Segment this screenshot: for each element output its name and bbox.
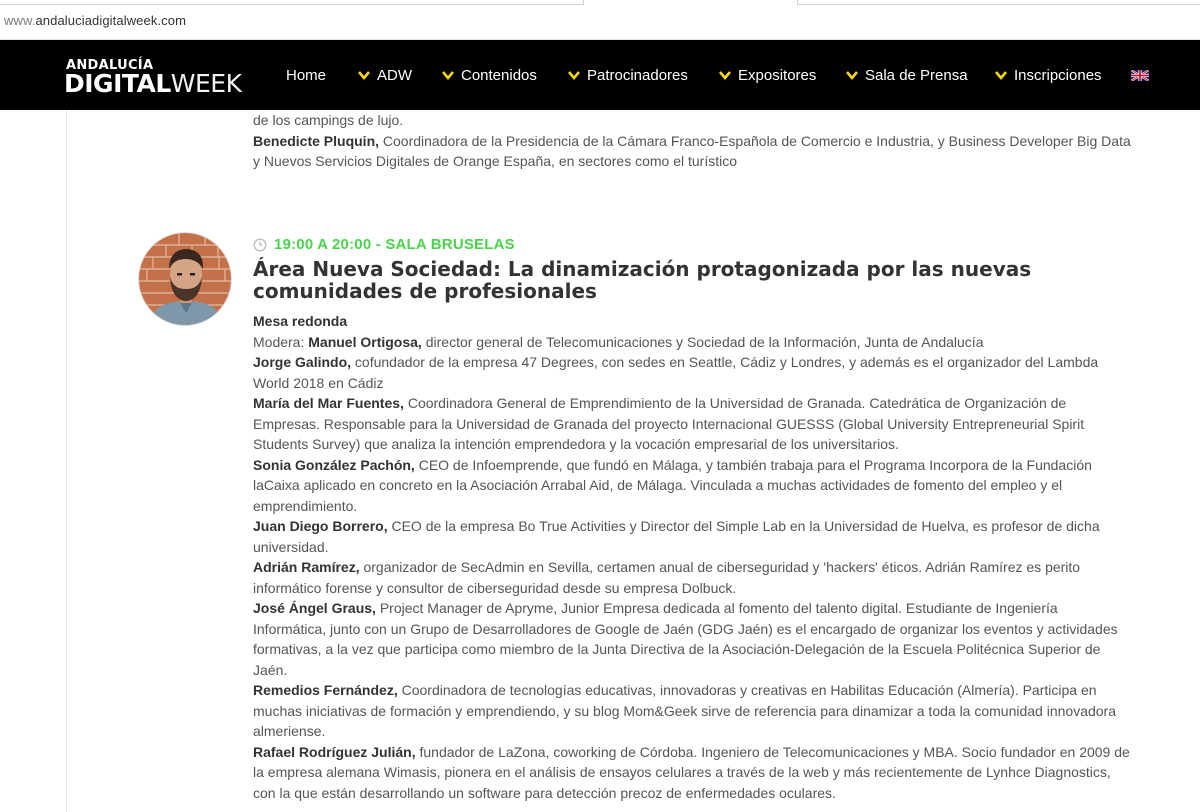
speaker-entry bbox=[253, 131, 1133, 172]
logo-week: WEEK bbox=[170, 69, 242, 98]
nav-item-label: Patrocinadores bbox=[587, 67, 688, 84]
moderator-prefix: Modera: bbox=[253, 333, 309, 350]
speaker-description: cofundador de la empresa 47 Degrees, con sedes en Seattle, Cádiz y Londres, y además es el organizador del Lambda World 2018 en Cádiz bbox=[253, 354, 1099, 391]
speaker-entry bbox=[253, 598, 1133, 680]
speaker-name: Sonia González Pachón, bbox=[253, 456, 415, 473]
chevron-down-icon bbox=[995, 69, 1007, 81]
speaker-entry bbox=[253, 516, 1133, 557]
speaker-photo bbox=[139, 233, 232, 326]
url-field[interactable] bbox=[4, 13, 186, 28]
chevron-down-icon bbox=[719, 69, 731, 81]
logo-digital: DIGITAL bbox=[64, 69, 171, 98]
speaker-name: Jorge Galindo, bbox=[253, 354, 352, 370]
speaker-name: Rafael Rodríguez Julián, bbox=[253, 743, 416, 760]
clock-icon bbox=[253, 238, 267, 252]
speaker-entry bbox=[253, 455, 1133, 517]
speaker-description: Project Manager de Apryme, Junior Empresa dedicada al fomento del talento digital. Estudiante de Ingeniería Informática, junto con un Grupo de Desarrolladores de Google de Jaén (GDG Jaén) es el encargado de organizar los eventos y actividades formativas, a la vez que participa como miembro de la Junta Directiva de la Asociación-Delegación de la Escuela Politécnica Superior de Jaén. bbox=[253, 600, 1118, 678]
speaker-entry bbox=[253, 352, 1133, 393]
speaker-description: CEO de la empresa Bo True Activities y Director del Simple Lab en la Universidad de Huelva, es profesor de dicha universidad. bbox=[253, 518, 1100, 555]
chevron-down-icon bbox=[568, 69, 580, 81]
uk-flag-icon[interactable] bbox=[1131, 70, 1149, 81]
nav-item-label: ADW bbox=[377, 67, 412, 84]
logo-top-text: ANDALUCÍA bbox=[66, 58, 154, 73]
speaker-name: Juan Diego Borrero, bbox=[253, 518, 388, 534]
speaker-description: fundador de LaZona, coworking de Córdoba. Ingeniero de Telecomunicaciones y MBA. Socio fundador en 2009 de la empresa alemana Wimasis, pionera en el análisis de ensayos celulares a través de la web y más recientemente de Lynhce Diagnostics, con la que están desarrollando un software para detección precoz de enfermedades oculares. bbox=[253, 743, 1130, 801]
nav-item-label: Home bbox=[286, 67, 327, 84]
speaker-name: Benedicte Pluquin, bbox=[253, 132, 380, 149]
previous-session-text bbox=[253, 110, 1133, 172]
site-header bbox=[0, 40, 1200, 110]
speaker-entry bbox=[253, 557, 1133, 598]
session-time: 19:00 A 20:00 - SALA BRUSELAS bbox=[274, 236, 515, 253]
previous-tail-text: de los campings de lujo. bbox=[253, 112, 404, 128]
speaker-description: Coordinadora de tecnologías educativas, innovadoras y creativas en Habilitas Educación (Almería). Participa en muchas iniciativas de formación y emprendiendo, y su blog Mom&Geek sirve de referencia para dinamizar a toda la comunidad innovadora almeriense. bbox=[253, 682, 1117, 739]
browser-tab-strip bbox=[0, 0, 1200, 5]
speaker-name: Remedios Fernández, bbox=[253, 682, 398, 698]
moderator-name: Manuel Ortigosa, bbox=[308, 333, 422, 350]
url-host: andaluciadigitalweek.com bbox=[35, 13, 187, 28]
site-logo[interactable] bbox=[64, 58, 254, 98]
chevron-down-icon bbox=[846, 69, 858, 81]
nav-item-label: Expositores bbox=[738, 67, 817, 84]
speaker-description: organizador de SecAdmin en Sevilla, certamen anual de ciberseguridad y 'hackers' éticos. Adrián Ramírez es perito informático forense y consultor de ciberseguridad desde su empresa Dolbuck. bbox=[253, 559, 1081, 596]
speaker-name: María del Mar Fuentes, bbox=[253, 395, 404, 411]
speaker-name: Adrián Ramírez, bbox=[253, 559, 360, 575]
session-format-label: Mesa redonda bbox=[253, 313, 348, 329]
chevron-down-icon bbox=[358, 69, 370, 81]
browser-tab[interactable] bbox=[583, 0, 798, 5]
chevron-down-icon bbox=[442, 69, 454, 81]
logo-main-text bbox=[64, 69, 242, 98]
url-prefix: www. bbox=[4, 13, 36, 28]
moderator-entry bbox=[253, 332, 1133, 353]
browser-address-bar bbox=[0, 0, 1200, 40]
session-title: Área Nueva Sociedad: La dinamización protagonizada por las nuevas comunidades de profesionales bbox=[253, 257, 1032, 303]
speaker-description: CEO de Infoemprende, que fundó en Málaga, y también trabaja para el Programa Incorpora de la Fundación laCaixa aplicado en concreto en la Asociación Arrabal Aid, de Málaga. Vinculada a muchas actividades de fomento del empleo y el emprendimiento. bbox=[253, 456, 1092, 514]
speaker-description: Coordinadora de la Presidencia de la Cámara Franco-Española de Comercio e Industria, y Business Developer Big Data y Nuevos Servicios Digitales de Orange España, en sectores como el turístico bbox=[253, 132, 1131, 169]
speaker-avatar bbox=[138, 232, 232, 326]
nav-item-label: Sala de Prensa bbox=[865, 67, 968, 84]
speaker-entry bbox=[253, 680, 1133, 742]
moderator-description: director general de Telecomunicaciones y Sociedad de la Información, Junta de Andalucía bbox=[421, 333, 984, 350]
speaker-entry bbox=[253, 393, 1133, 455]
session-format bbox=[253, 311, 1133, 332]
session-description bbox=[253, 311, 1133, 803]
speaker-name: José Ángel Graus, bbox=[253, 600, 376, 616]
nav-item-label: Inscripciones bbox=[1014, 67, 1102, 84]
speaker-description: Coordinadora General de Emprendimiento de la Universidad de Granada. Catedrática de Organización de Empresas. Responsable para la Universidad de Granada del proyecto Internacional GUESSS (Global University Entrepreneurial Spirit Students Survey) que analiza la intención emprendedora y la vocación empresarial de los universitarios. bbox=[253, 395, 1085, 452]
speaker-entry bbox=[253, 742, 1133, 804]
content-divider bbox=[66, 110, 67, 812]
nav-item-label: Contenidos bbox=[461, 67, 537, 84]
